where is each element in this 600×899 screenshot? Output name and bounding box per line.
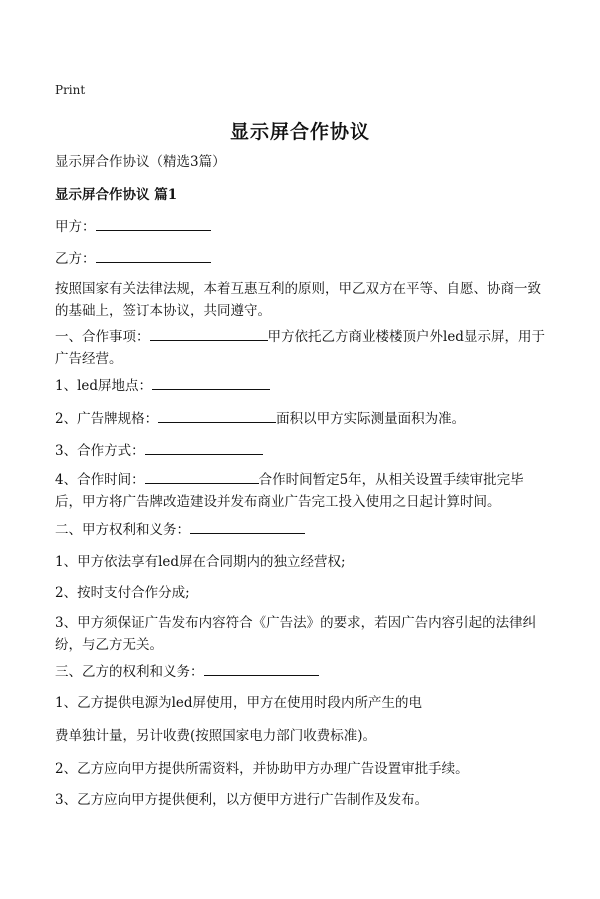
clause-3 [55, 661, 545, 683]
clause-3-item-2: 2、乙方应向甲方提供所需资料，并协助甲方办理广告设置审批手续。 [55, 761, 469, 777]
item-4 [55, 469, 545, 513]
item-1 [55, 375, 545, 397]
party-b-label: 乙方： [55, 251, 96, 267]
party-b-line [55, 248, 545, 270]
item-2-suffix: 面积以甲方实际测量面积为准。 [276, 411, 466, 427]
clause-3-item-1-line-2: 费单独计量，另计收费(按照国家电力部门收费标准)。 [55, 728, 377, 744]
clause-3-item-1-line-1: 1、乙方提供电源为led屏使用，甲方在使用时段内所产生的电 [55, 695, 423, 711]
item-2 [55, 408, 545, 430]
item-4-label: 4、合作时间： [55, 472, 145, 488]
clause-2 [55, 519, 545, 541]
item-3-blank [145, 440, 263, 455]
clause-1-prefix: 一、合作事项： [55, 329, 150, 345]
item-3-label: 3、合作方式： [55, 443, 145, 459]
party-a-blank [96, 216, 211, 231]
party-a-label: 甲方： [55, 219, 96, 235]
clause-2-item-1: 1、甲方依法享有led屏在合同期内的独立经营权; [55, 554, 346, 570]
intro-paragraph: 按照国家有关法律法规，本着互惠互利的原则，甲乙双方在平等、自愿、协商一致的基础上，签订本协议，共同遵守。 [55, 281, 541, 319]
document-title: 显示屏合作协议 [229, 121, 370, 143]
party-a-line [55, 216, 545, 238]
item-3 [55, 440, 545, 462]
clause-1-blank [150, 326, 268, 341]
clause-3-item-3: 3、乙方应向甲方提供便利，以方便甲方进行广告制作及发布。 [55, 792, 429, 808]
item-4-suffix: 合作时间暂定5年，从相关设置手续审批完毕后，甲方将广告牌改造建设并发布商业广告完工投入使用之日起计算时间。 [55, 472, 524, 510]
clause-2-blank [190, 519, 305, 534]
item-1-label: 1、led屏地点： [55, 378, 153, 394]
item-1-blank [152, 375, 270, 390]
section-heading: 显示屏合作协议 篇1 [55, 187, 178, 203]
clause-2-label: 二、甲方权利和义务： [55, 522, 190, 538]
clause-1-suffix: 甲方依托乙方商业楼楼顶户外led显示屏，用于广告经营。 [55, 329, 545, 367]
clause-2-item-3: 3、甲方须保证广告发布内容符合《广告法》的要求，若因广告内容引起的法律纠纷，与乙方无关。 [55, 615, 537, 653]
item-2-label: 2、广告牌规格： [55, 411, 159, 427]
document-subtitle: 显示屏合作协议（精选3篇） [55, 154, 226, 170]
clause-2-item-2: 2、按时支付合作分成; [55, 585, 190, 601]
item-2-blank [158, 408, 276, 423]
party-b-blank [96, 248, 211, 263]
clause-3-label: 三、乙方的权利和义务： [55, 664, 204, 680]
print-label[interactable]: Print [55, 83, 86, 97]
clause-3-blank [204, 661, 319, 676]
item-4-blank [145, 469, 259, 484]
clause-1 [55, 326, 545, 370]
